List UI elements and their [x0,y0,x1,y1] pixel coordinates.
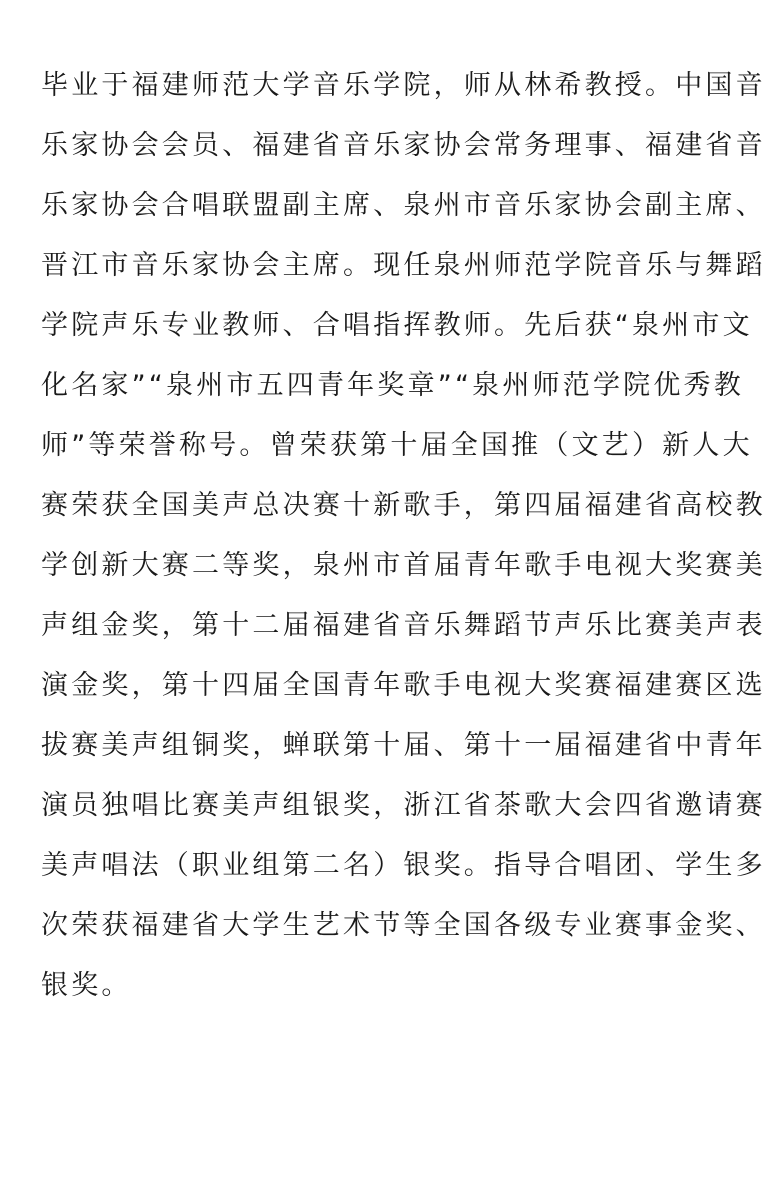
text-line: 银奖。 [41,970,132,1001]
text-line: 声组金奖，第十二届福建省音乐舞蹈节声乐比赛美声表 [41,610,766,641]
text-line: 次荣获福建省大学生艺术节等全国各级专业赛事金奖、 [41,910,766,941]
text-line: 晋江市音乐家协会主席。现任泉州师范学院音乐与舞蹈 [41,250,766,281]
text-line: 拔赛美声组铜奖，蝉联第十届、第十一届福建省中青年 [41,730,766,761]
text-line: 乐家协会合唱联盟副主席、泉州市音乐家协会副主席、 [41,190,766,221]
text-line: 乐家协会会员、福建省音乐家协会常务理事、福建省音 [41,130,766,161]
text-line: 师”等荣誉称号。曾荣获第十届全国推（文艺）新人大 [41,430,753,461]
text-line: 学院声乐专业教师、合唱指挥教师。先后获“泉州市文 [41,310,753,341]
text-line: 毕业于福建师范大学音乐学院，师从林希教授。中国音 [41,70,766,101]
text-line: 化名家”“泉州市五四青年奖章”“泉州师范学院优秀教 [41,370,744,401]
text-line: 演金奖，第十四届全国青年歌手电视大奖赛福建赛区选 [41,670,766,701]
biography-text-block [0,56,779,1016]
text-line: 美声唱法（职业组第二名）银奖。指导合唱团、学生多 [41,850,766,881]
text-line: 学创新大赛二等奖，泉州市首届青年歌手电视大奖赛美 [41,550,766,581]
text-line: 演员独唱比赛美声组银奖，浙江省茶歌大会四省邀请赛 [41,790,766,821]
text-line: 赛荣获全国美声总决赛十新歌手，第四届福建省高校教 [41,490,766,521]
